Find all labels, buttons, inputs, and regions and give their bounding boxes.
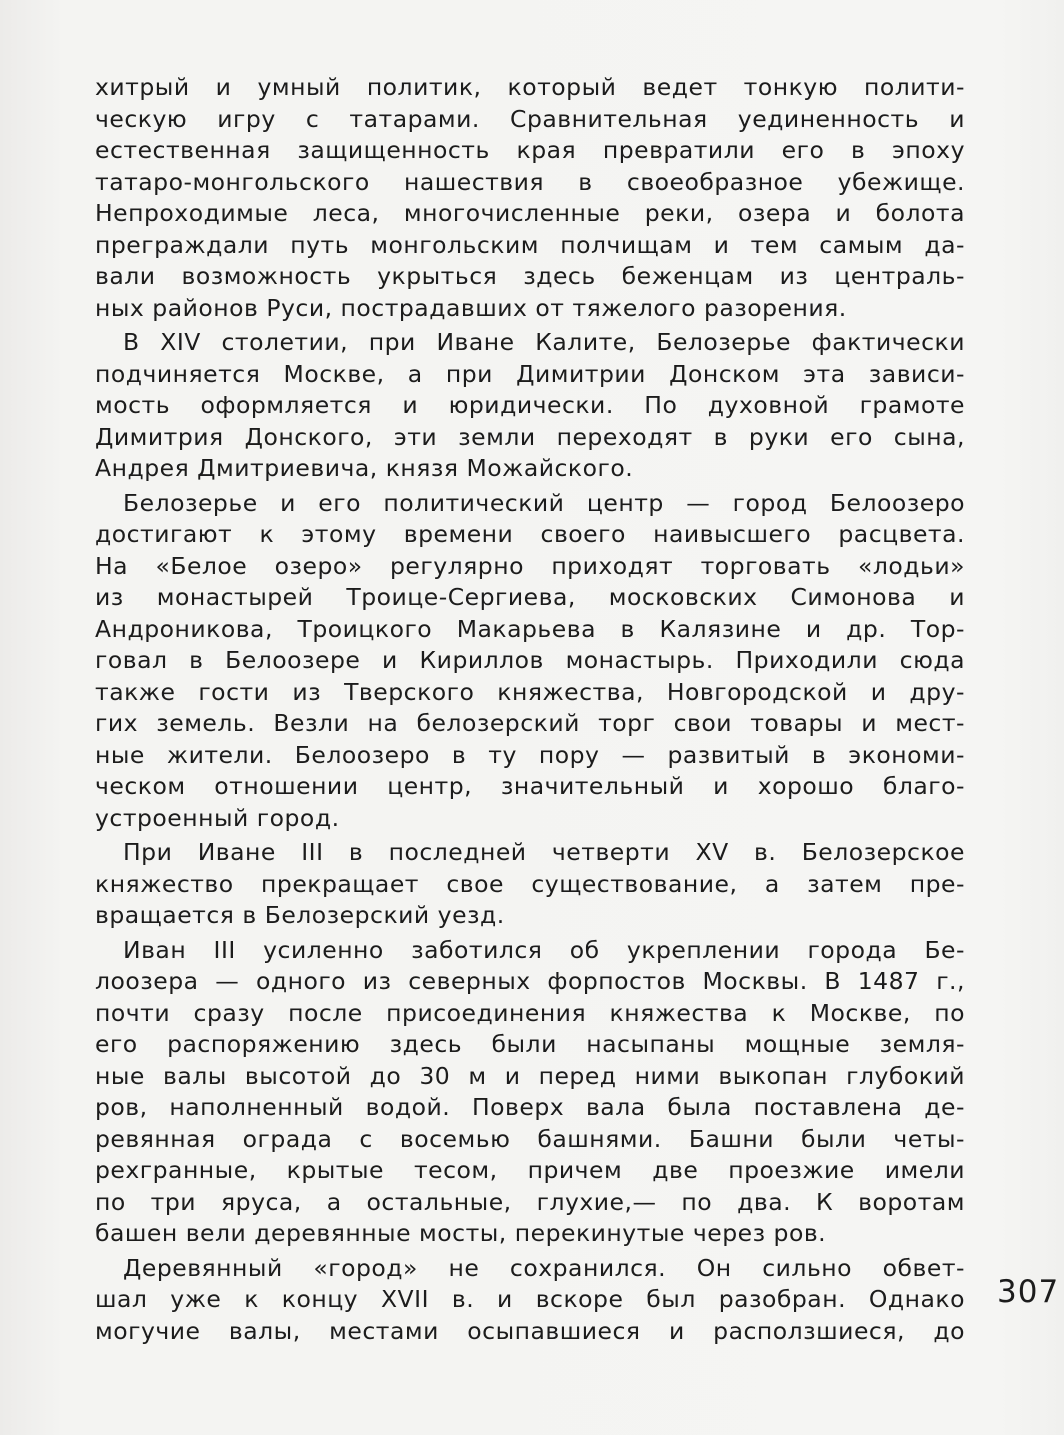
text-line: также гости из Тверского княжества, Новгородской и дру-: [95, 677, 965, 706]
paragraph: [95, 327, 965, 485]
text-line: мость оформляется и юридически. По духовной грамоте: [95, 391, 965, 419]
text-line: Непроходимые леса, многочисленные реки, озера и болота: [95, 199, 965, 227]
paragraph: [95, 837, 965, 932]
text-line: шал уже к концу XVII в. и вскоре был разобран. Однако: [95, 1285, 965, 1313]
paragraph: [95, 1253, 965, 1348]
text-line: рехгранные, крытые тесом, причем две проезжие имели: [95, 1156, 965, 1184]
text-line: по три яруса, а остальные, глухие,— по два. К воротам: [95, 1187, 965, 1216]
text-line: При Иване III в последней четверти XV в. Белозерское: [123, 838, 965, 866]
text-line: ревянная ограда с восемью башнями. Башни были четы-: [95, 1124, 965, 1153]
text-line: говал в Белоозере и Кириллов монастырь. Приходили сюда: [95, 646, 965, 674]
text-line: ные валы высотой до 30 м и перед ними выкопан глубокий: [95, 1061, 965, 1090]
text-line: башен вели деревянные мосты, перекинутые через ров.: [95, 1219, 827, 1247]
text-line: Белозерье и его политический центр — город Белоозеро: [123, 488, 965, 517]
text-line: Иван III усиленно заботился об укреплении города Бе-: [123, 935, 965, 964]
text-line: Андроникова, Троицкого Макарьева в Калязине и др. Тор-: [95, 614, 965, 643]
paragraph: [95, 935, 965, 1250]
text-line: вращается в Белозерский уезд.: [95, 901, 505, 929]
text-line: Андрея Дмитриевича, князя Можайского.: [95, 454, 634, 482]
text-line: устроенный город.: [95, 803, 340, 832]
text-line: ные жители. Белоозеро в ту пору — развитый в экономи-: [95, 740, 965, 769]
text-line: естественная защищенность края превратили его в эпоху: [95, 136, 965, 164]
paragraph: [95, 488, 965, 835]
text-line: Деревянный «город» не сохранился. Он сильно обвет-: [123, 1253, 965, 1282]
page-number: 307: [997, 1274, 1060, 1310]
text-line: На «Белое озеро» регулярно приходят торговать «лодьи»: [95, 551, 965, 580]
body-text: [95, 72, 965, 1347]
text-line: ных районов Руси, пострадавших от тяжелого разорения.: [95, 293, 847, 322]
paragraph: [95, 72, 965, 324]
text-line: из монастырей Троице-Сергиева, московских Симонова и: [95, 583, 965, 611]
text-line: хитрый и умный политик, который ведет тонкую полити-: [95, 73, 965, 101]
text-line: вали возможность укрыться здесь беженцам из централь-: [95, 262, 965, 290]
text-line: татаро-монгольского нашествия в своеобразное убежище.: [95, 167, 965, 196]
text-line: достигают к этому времени своего наивысшего расцвета.: [95, 520, 965, 548]
text-line: гих земель. Везли на белозерский торг свои товары и мест-: [95, 709, 965, 737]
text-line: Димитрия Донского, эти земли переходят в руки его сына,: [95, 422, 965, 451]
text-line: ров, наполненный водой. Поверх вала была поставлена де-: [95, 1093, 965, 1121]
text-line: В XIV столетии, при Иване Калите, Белозерье фактически: [123, 328, 965, 356]
text-line: ческом отношении центр, значительный и хорошо благо-: [95, 772, 965, 800]
text-line: ческую игру с татарами. Сравнительная уединенность и: [95, 104, 965, 133]
text-line: его распоряжению здесь были насыпаны мощные земля-: [95, 1030, 965, 1058]
text-line: почти сразу после присоединения княжества к Москве, по: [95, 998, 965, 1027]
text-line: преграждали путь монгольским полчищам и тем самым да-: [95, 230, 965, 259]
text-line: княжество прекращает свое существование, а затем пре-: [95, 869, 965, 898]
text-line: подчиняется Москве, а при Димитрии Донском эта зависи-: [95, 359, 965, 388]
text-line: могучие валы, местами осыпавшиеся и расползшиеся, до: [95, 1316, 965, 1345]
text-line: лоозера — одного из северных форпостов Москвы. В 1487 г.,: [95, 967, 965, 995]
